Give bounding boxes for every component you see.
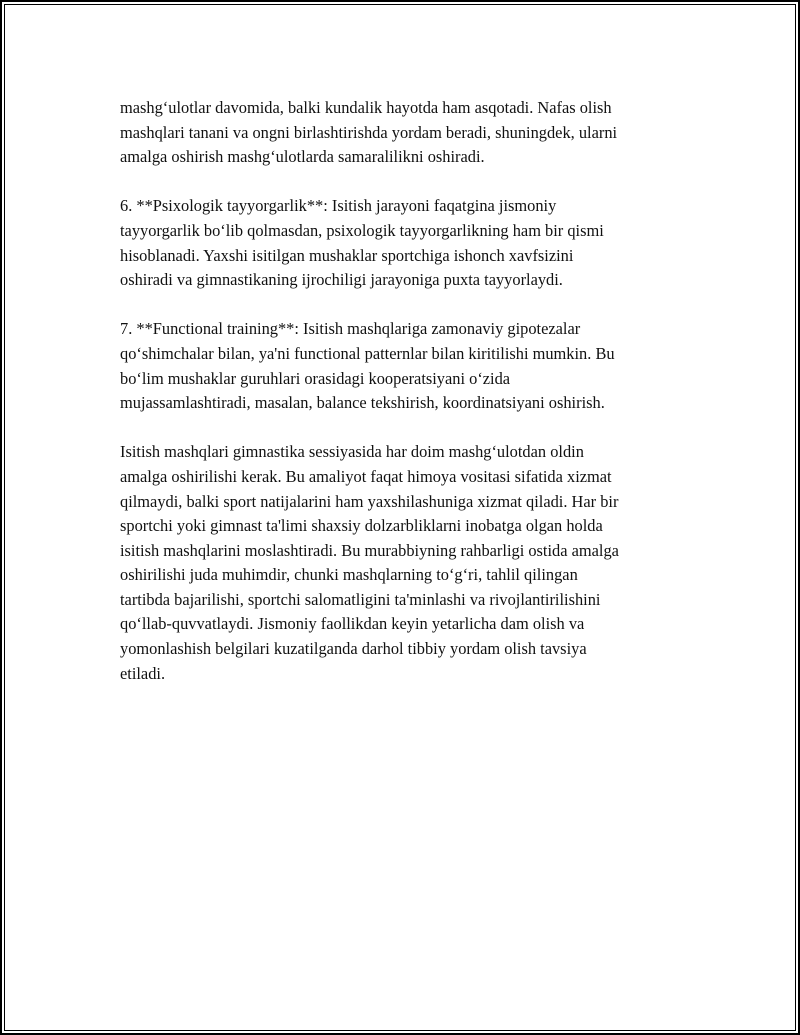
text-line: mashqlari tanani va ongni birlashtirishda yordam beradi, shuningdek, ularni [120, 122, 618, 142]
text-line: 6. **Psixologik tayyorgarlik**: Isitish jarayoni faqatgina jismoniy [120, 196, 557, 216]
text-line: hisoblanadi. Yaxshi isitilgan mushaklar sportchiga ishonch xavfsizini [120, 245, 574, 265]
document-body [120, 96, 690, 686]
text-line: qo‘llab-quvvatlaydi. Jismoniy faollikdan keyin yetarlicha dam olish va [120, 614, 585, 634]
text-line: etiladi. [120, 663, 166, 683]
text-line: Isitish mashqlari gimnastika sessiyasida har doim mashg‘ulotdan oldin [120, 442, 584, 462]
text-line: yomonlashish belgilari kuzatilganda darhol tibbiy yordam olish tavsiya [120, 639, 587, 659]
paragraph-breathing-continuation [120, 96, 690, 170]
text-line: mashg‘ulotlar davomida, balki kundalik hayotda ham asqotadi. Nafas olish [120, 98, 612, 117]
text-line: oshiradi va gimnastikaning ijrochiligi jarayoniga puxta tayyorlaydi. [120, 270, 563, 290]
text-line: amalga oshirish mashg‘ulotlarda samaralilikni oshiradi. [120, 147, 485, 167]
paragraph-functional-training [120, 317, 690, 415]
text-line: qo‘shimchalar bilan, ya'ni functional patternlar bilan kiritilishi mumkin. Bu [120, 343, 615, 363]
text-line: sportchi yoki gimnast ta'limi shaxsiy dolzarbliklarni inobatga olgan holda [120, 516, 603, 536]
text-line: isitish mashqlarini moslashtiradi. Bu murabbiyning rahbarligi ostida amalga [120, 540, 619, 560]
text-line: bo‘lim mushaklar guruhlari orasidagi kooperatsiyani o‘zida [120, 368, 511, 388]
text-line: oshirilishi juda muhimdir, chunki mashqlarning to‘g‘ri, tahlil qilingan [120, 565, 578, 585]
text-line: qilmaydi, balki sport natijalarini ham yaxshilashuniga xizmat qiladi. Har bir [120, 491, 619, 511]
text-line: tartibda bajarilishi, sportchi salomatligini ta'minlashi va rivojlantirilishini [120, 589, 601, 609]
text-line: amalga oshirilishi kerak. Bu amaliyot faqat himoya vositasi sifatida xizmat [120, 466, 612, 486]
text-line: mujassamlashtiradi, masalan, balance tekshirish, koordinatsiyani oshirish. [120, 393, 605, 413]
paragraph-conclusion [120, 440, 690, 686]
text-line: 7. **Functional training**: Isitish mashqlariga zamonaviy gipotezalar [120, 319, 581, 339]
paragraph-psychological-preparation [120, 194, 690, 292]
text-line: tayyorgarlik bo‘lib qolmasdan, psixologik tayyorgarlikning ham bir qismi [120, 220, 604, 240]
